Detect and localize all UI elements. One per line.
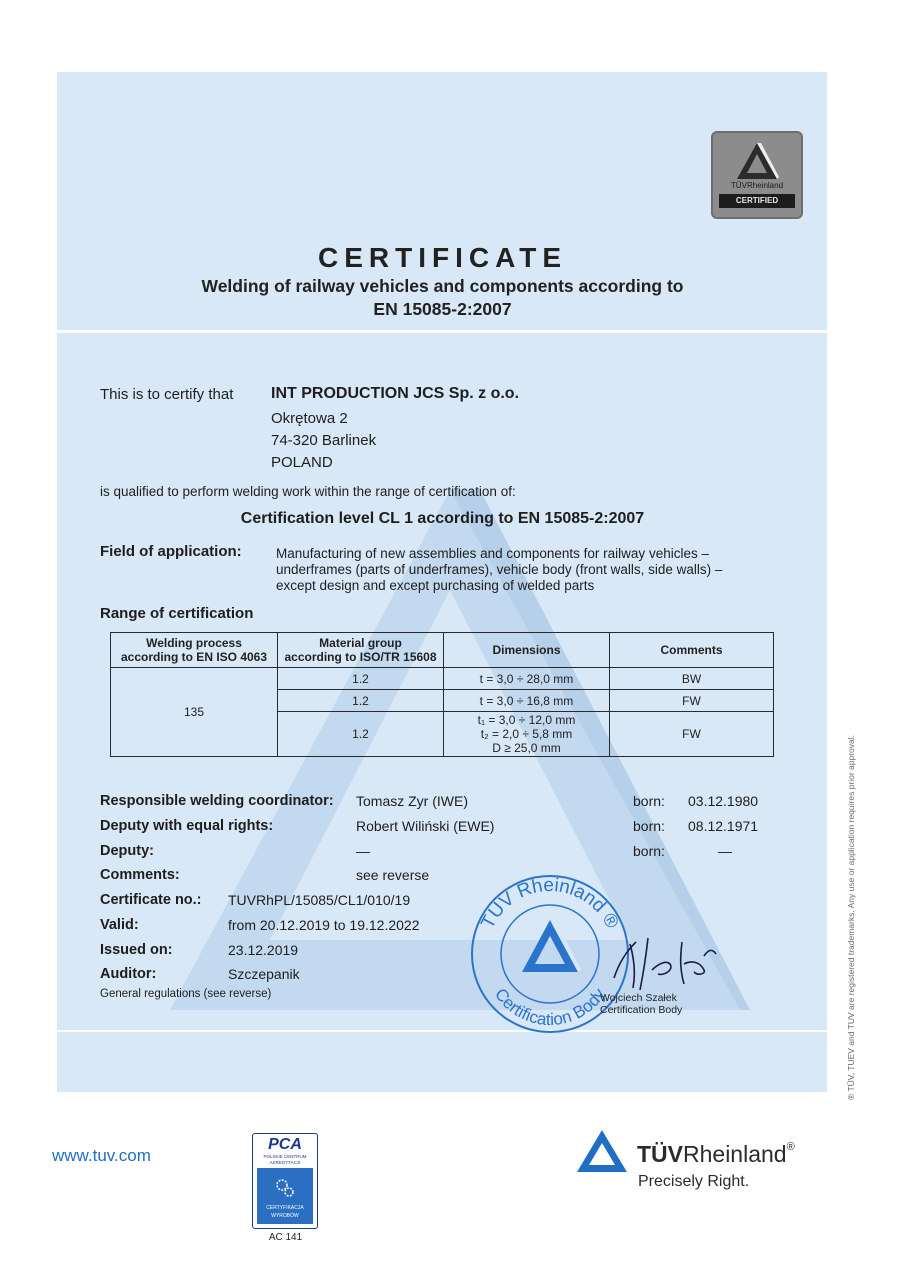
signer-name: Wojciech Szałek (600, 992, 677, 1004)
gears-icon (273, 1176, 297, 1200)
valid-value: from 20.12.2019 to 19.12.2022 (228, 917, 420, 933)
seal-top-text: TÜV Rheinland ® (477, 874, 623, 933)
brand-bold: TÜV (637, 1141, 683, 1167)
deputy-name: — (356, 843, 370, 859)
issued-label: Issued on: (100, 942, 173, 958)
certification-level: Certification level CL 1 according to EN 15085-2:2007 (240, 510, 645, 527)
issued-value: 23.12.2019 (228, 942, 299, 958)
dimension-line: D ≥ 25,0 mm (492, 741, 561, 755)
tuv-triangle-icon (735, 141, 779, 181)
material-cell: 1.2 (278, 668, 444, 690)
comments-label: Comments: (100, 867, 180, 883)
trademark-side-note: ® TÜV, TUEV and TUV are registered trademarks. Any use or application requires prior approval. (846, 734, 856, 1100)
dimensions-cell: t = 3,0 ÷ 16,8 mm (444, 690, 610, 712)
brand-name (637, 1141, 795, 1168)
col-process (111, 633, 278, 668)
tuv-brand-triangle-icon (575, 1128, 629, 1174)
range-table (110, 632, 774, 757)
seal-bottom-text: Certification Body (490, 984, 610, 1030)
certify-intro: This is to certify that (100, 386, 234, 403)
pca-blue-panel (257, 1168, 313, 1224)
header-divider (57, 330, 827, 333)
col-comments: Comments (610, 633, 774, 668)
col-material-line-2: according to ISO/TR 15608 (284, 650, 437, 664)
deputy-label: Deputy: (100, 843, 154, 859)
table-header-row (111, 633, 774, 668)
pca-sub-3: CERTYFIKACJA (266, 1205, 304, 1211)
brand-tagline: Precisely Right. (638, 1173, 750, 1190)
col-process-line-2: according to EN ISO 4063 (120, 650, 268, 664)
deputy-equal-name: Robert Wiliński (EWE) (356, 818, 495, 834)
auditor-value: Szczepanik (228, 966, 300, 982)
brand-light: Rheinland (683, 1141, 787, 1167)
pca-code: AC 141 (268, 1232, 303, 1243)
cert-logo-label: CERTIFIED (719, 194, 795, 208)
company-city: 74-320 Barlinek (271, 432, 377, 449)
born-label: born: (633, 818, 665, 834)
comment-cell: FW (610, 712, 774, 757)
material-cell: 1.2 (278, 712, 444, 757)
signer-role: Certification Body (600, 1004, 683, 1016)
comments-value: see reverse (356, 867, 430, 883)
dimension-line: t₁ = 3,0 ÷ 12,0 mm (477, 713, 576, 727)
company-country: POLAND (271, 454, 333, 471)
website-link[interactable]: www.tuv.com (52, 1146, 151, 1165)
page-title: CERTIFICATE (317, 242, 568, 273)
pca-accreditation-logo (252, 1133, 318, 1229)
seal-triangle-icon (522, 920, 581, 972)
auditor-label: Auditor: (100, 966, 157, 982)
material-cell: 1.2 (278, 690, 444, 712)
responsible-born: 03.12.1980 (688, 793, 759, 809)
col-dimensions: Dimensions (444, 633, 610, 668)
pca-sub-2: AKREDYTACJI (269, 1160, 301, 1165)
dimensions-cell (444, 712, 610, 757)
responsible-name: Tomasz Zyr (IWE) (356, 793, 468, 809)
deputy-born: — (718, 843, 732, 859)
col-material-line-1: Material group (319, 636, 402, 650)
footer-divider (57, 1030, 827, 1032)
qualification-intro: is qualified to perform welding work within the range of certification of: (100, 484, 516, 499)
field-label: Field of application: (100, 543, 242, 560)
signature (600, 930, 730, 992)
dimension-line: t₂ = 2,0 ÷ 5,8 mm (480, 727, 573, 741)
cert-no-label: Certificate no.: (100, 892, 202, 908)
process-cell: 135 (111, 668, 278, 757)
deputy-equal-label: Deputy with equal rights: (100, 818, 274, 834)
valid-label: Valid: (100, 917, 139, 933)
cert-logo-brand: TÜVRheinland (730, 181, 784, 190)
subtitle-line-2: EN 15085-2:2007 (373, 299, 512, 319)
cert-no-value: TUVRhPL/15085/CL1/010/19 (228, 892, 411, 908)
col-material (278, 633, 444, 668)
pca-sub-4: WYROBÓW (271, 1213, 299, 1219)
general-regulations: General regulations (see reverse) (100, 988, 272, 1000)
dimensions-cell: t = 3,0 ÷ 28,0 mm (444, 668, 610, 690)
company-name: INT PRODUCTION JCS Sp. z o.o. (271, 385, 520, 402)
born-label: born: (633, 843, 665, 859)
deputy-equal-born: 08.12.1971 (688, 818, 759, 834)
company-street: Okrętowa 2 (271, 410, 348, 427)
field-line-1: Manufacturing of new assemblies and components for railway vehicles – (276, 546, 709, 561)
table-row (111, 668, 774, 690)
field-line-2: underframes (parts of underframes), vehicle body (front walls, side walls) – (276, 562, 723, 577)
range-heading: Range of certification (100, 605, 254, 622)
responsible-label: Responsible welding coordinator: (100, 793, 334, 809)
pca-sub-1: POLSKIE CENTRUM (263, 1154, 307, 1159)
pca-title: PCA (268, 1136, 302, 1153)
subtitle-line-1: Welding of railway vehicles and components according to (201, 276, 684, 296)
brand-reg: ® (786, 1141, 795, 1153)
comment-cell: BW (610, 668, 774, 690)
born-label: born: (633, 793, 665, 809)
col-process-line-1: Welding process (146, 636, 242, 650)
tuv-certified-logo (711, 131, 803, 219)
comment-cell: FW (610, 690, 774, 712)
field-line-3: except design and except purchasing of welded parts (276, 578, 595, 593)
